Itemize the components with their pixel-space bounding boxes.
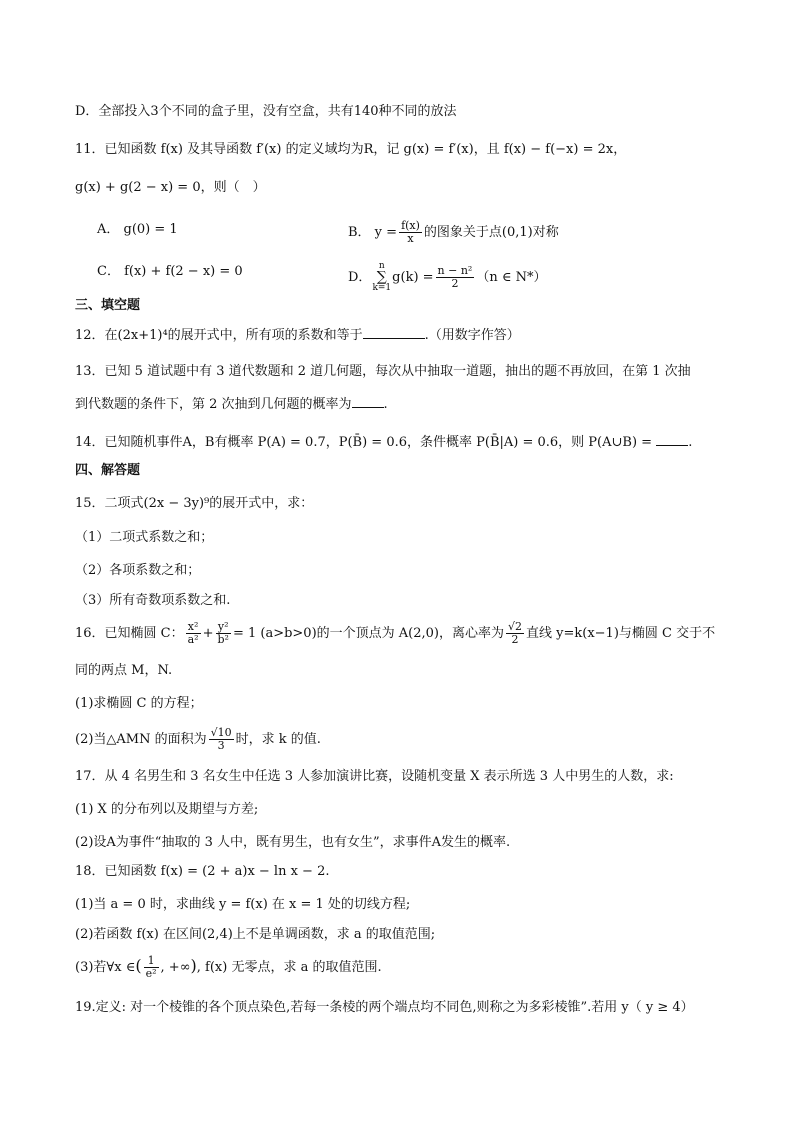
q18-part3-post: , f(x) 无零点，求 a 的取值范围. (196, 960, 382, 975)
sum-lower: k=1 (372, 283, 392, 293)
open-paren: ( (135, 956, 142, 975)
q18-part3-pre: (3)若∀x ∈ (75, 960, 136, 975)
q10-option-d: D．全部投入3个不同的盒子里，没有空盒，共有140种不同的放法 (75, 104, 457, 119)
fraction-denominator: 3 (217, 739, 225, 752)
area-fraction (209, 727, 234, 752)
close-paren: ) (190, 956, 197, 975)
eccentricity-fraction (506, 621, 524, 646)
fraction-denominator: a² (187, 633, 199, 646)
q11-option-b-pre: B． y = (348, 225, 398, 240)
q13-text-post: . (383, 397, 388, 412)
q11-option-b (348, 220, 559, 245)
q13-answer-blank[interactable] (352, 395, 384, 408)
q13-line2 (75, 395, 754, 415)
q15-part3: （3）所有奇数项系数之和. (75, 593, 231, 608)
fraction-numerator: n − n² (437, 264, 473, 277)
q16-part1: (1)求椭圆 C 的方程； (75, 696, 203, 711)
q14 (75, 433, 754, 453)
q18-part3 (75, 955, 754, 989)
fraction-denominator: b² (217, 633, 229, 646)
q18-part2: (2)若函数 f(x) 在区间(2,4)上不是单调函数，求 a 的取值范围; (75, 927, 436, 942)
fraction-numerator: √2 (508, 620, 523, 633)
summation-symbol (372, 262, 391, 293)
q11-stem-line1: 11．已知函数 f(x) 及其导函数 f′(x) 的定义域均为R，记 g(x) = f′(x)，且 f(x) − f(−x) = 2x， (75, 142, 627, 157)
fraction-numerator: √10 (210, 726, 232, 739)
q14-text: 14．已知随机事件A，B有概率 P(A) = 0.7，P(B̄) = 0.6，条件概率 P(B̄|A) = 0.6，则 P(A∪B) = (75, 435, 653, 450)
sum-upper: n (378, 261, 385, 271)
q16-part2-pre: (2)当△AMN 的面积为 (75, 732, 207, 747)
q14-answer-blank[interactable] (656, 433, 688, 446)
fraction-numerator: x² (186, 621, 201, 634)
fraction-denominator: 2 (511, 633, 519, 646)
q11-option-c: C． f(x) + f(2 − x) = 0 (97, 264, 243, 279)
interval-fraction (144, 955, 159, 980)
q11-option-d-pre: D． (348, 270, 372, 285)
interval-rest: , +∞ (160, 960, 191, 975)
q16-text-pre: 16．已知椭圆 C： (75, 626, 184, 641)
q17-stem: 17．从 4 名男生和 3 名女生中任选 3 人参加演讲比赛，设随机变量 X 表示所选 3 人中男生的人数，求: (75, 769, 674, 784)
q13-text: 到代数题的条件下，第 2 次抽到几何题的概率为 (75, 397, 352, 412)
q17-part1: (1) X 的分布列以及期望与方差; (75, 802, 259, 817)
q12-text: 12．在(2x+1)⁴的展开式中，所有项的系数和等于 (75, 328, 363, 343)
plus-sign: + (202, 626, 214, 641)
section-4-heading: 四、解答题 (75, 463, 141, 478)
ellipse-y-term (216, 621, 231, 646)
q13-line1: 13．已知 5 道试题中有 3 道代数题和 2 道几何题，每次从中抽取一道题，抽出的题不再放回，在第 1 次抽 (75, 364, 691, 379)
q16-part2-post: 时，求 k 的值. (235, 732, 321, 747)
q12 (75, 326, 754, 346)
q11-option-d (348, 262, 546, 293)
q16-line2: 同的两点 M，N. (75, 663, 173, 678)
q11-option-b-fraction (399, 220, 422, 245)
q11-option-d-post: （n ∈ N*） (476, 270, 547, 285)
q19-stem: 19.定义: 对一个棱锥的各个顶点染色,若每一条棱的两个端点均不同色,则称之为多彩棱锥”.若用 y（ y ≥ 4） (75, 1000, 694, 1015)
q11-option-d-fraction (436, 265, 475, 290)
q16-text-post: 直线 y=k(x−1)与椭圆 C 交于不 (526, 626, 716, 641)
q11-stem-line2: g(x) + g(2 − x) = 0，则（ ） (75, 180, 266, 195)
ellipse-x-term (186, 621, 201, 646)
fraction-denominator: e² (145, 967, 157, 980)
fraction-numerator: f(x) (401, 219, 420, 232)
q15-part1: （1）二项式系数之和； (75, 530, 214, 545)
q11-option-a: A． g(0) = 1 (97, 222, 178, 237)
q11-option-d-mid: g(k) = (392, 270, 434, 285)
sum-sigma: ∑ (376, 269, 387, 285)
q18-stem: 18．已知函数 f(x) = (2 + a)x − ln x − 2. (75, 864, 330, 879)
q16-stem (75, 621, 754, 655)
q16-text-mid: = 1 (a>b>0)的一个顶点为 A(2,0)，离心率为 (232, 626, 504, 641)
q11-options-row1 (97, 220, 754, 246)
fraction-numerator: y² (216, 621, 231, 634)
q15-part2: （2）各项系数之和； (75, 563, 201, 578)
fraction-denominator: 2 (451, 277, 459, 290)
q14-text-post: . (688, 435, 693, 450)
q16-part2 (75, 727, 754, 761)
q12-answer-blank[interactable] (363, 326, 425, 339)
q11-option-b-post: 的图象关于点(0,1)对称 (423, 225, 559, 240)
fraction-numerator: 1 (144, 955, 159, 968)
section-3-heading: 三、填空题 (75, 298, 141, 313)
fraction-denominator: x (407, 232, 414, 245)
q15-stem: 15．二项式(2x − 3y)⁹的展开式中，求： (75, 496, 314, 511)
q12-text-post: .（用数字作答） (424, 328, 520, 343)
q11-options-row2 (97, 262, 754, 292)
q18-part1: (1)当 a = 0 时，求曲线 y = f(x) 在 x = 1 处的切线方程; (75, 897, 411, 912)
q17-part2: (2)设A为事件“抽取的 3 人中，既有男生，也有女生”，求事件A发生的概率. (75, 835, 511, 850)
